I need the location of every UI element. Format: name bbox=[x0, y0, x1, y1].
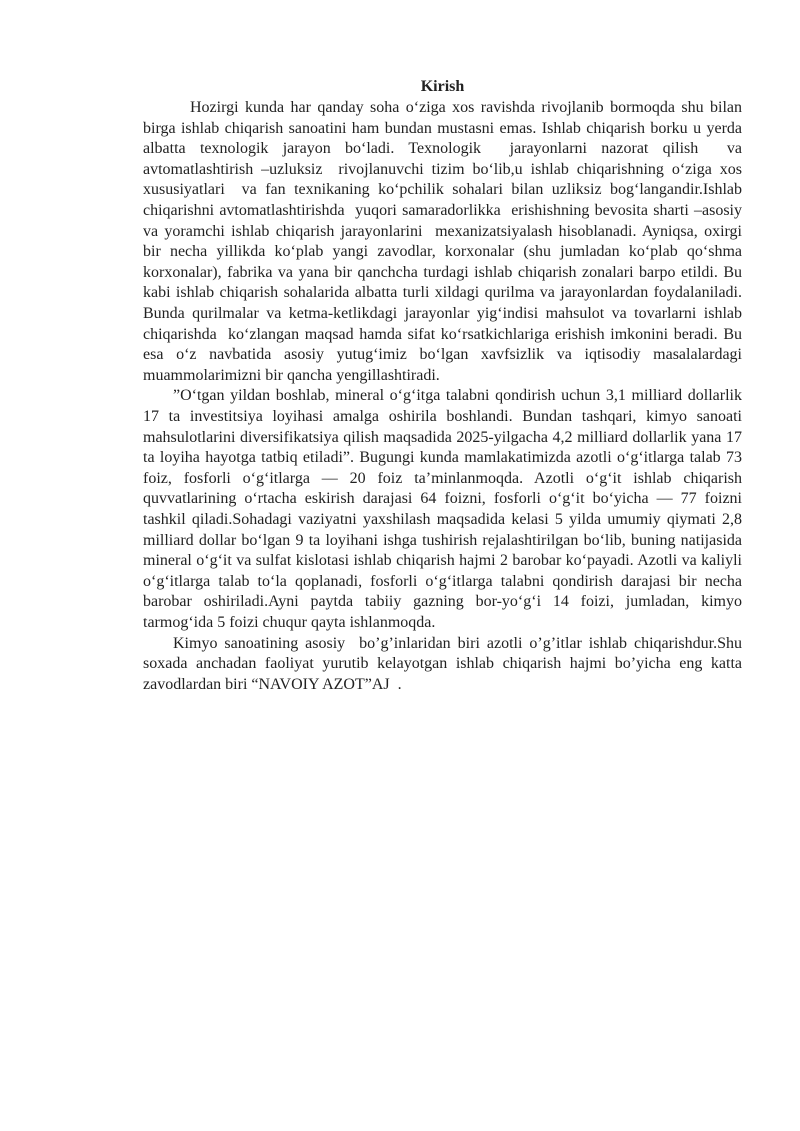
paragraph-navoiy-azot: Kimyo sanoatining asosiy bo’g’inlaridan biri azotli o’g’itlar ishlab chiqarishdur.Shu soxada anchadan faoliyat yurutib kelayotgan ishlab chiqarish hajmi bo’yicha eng katta zavodlardan biri “NAVOIY AZOT”AJ . bbox=[143, 634, 746, 693]
paragraph-introduction: Hozirgi kunda har qanday soha o‘ziga xos ravishda rivojlanib bormoqda shu bilan birga ishlab chiqarish sanoatini ham bundan mustasni emas. Ishlab chiqarish borku u yerda albatta texnologik jarayon bo‘ladi. Texnologik jarayonlarni nazorat qilish va avtomatlashtirish –uzluksiz rivojlanuvchi tizim bo‘lib,u ishlab chiqarishning o‘ziga xos xususiyatlari va fan texnikaning ko‘pchilik sohalari bilan uzliksiz bog‘langandir.Ishlab chiqarishni avtomatlashtirishda yuqori samaradorlikka erishishning bevosita sharti –asosiy va yoramchi ishlab chiqarish jarayonlarini mexanizatsiyalash hisoblanadi. Ayniqsa, oxirgi bir necha yillikda ko‘plab yangi zavodlar, korxonalar (shu jumladan ko‘plab qo‘shma korxonalar), fabrika va yana bir qanchcha turdagi ishlab chiqarish zonalari barpo etildi. Bu kabi ishlab chiqarish sohalarida albatta turli xildagi qurilma va jarayonlardan foydalaniladi. Bunda qurilmalar va ketma-ketlikdagi jarayonlar yig‘indisi mahsulot va tovarlarni ishlab chiqarishda ko‘zlangan maqsad hamda sifat ko‘rsatkichlariga erishish imkonini beradi. Bu esa o‘z navbatida asosiy yutug‘imiz bo‘lgan xavfsizlik va iqtisodiy masalalardagi muammolarimizni bir qancha yengillashtiradi. bbox=[143, 99, 750, 384]
paragraph-fertilizer-investment: ”O‘tgan yildan boshlab, mineral o‘g‘itga talabni qondirish uchun 3,1 milliard dollarlik 17 ta investitsiya loyihasi amalga oshirila boshlandi. Bundan tashqari, kimyo sanoati mahsulotlarini diversifikatsiya qilish maqsadida 2025-yilgacha 4,2 milliard dollarlik yana 17 ta loyiha hayotga tatbiq etiladi”. Bugungi kunda mamlakatimizda azotli o‘g‘itlarga talab 73 foiz, fosforli o‘g‘itlarga — 20 foiz ta’minlanmoqda. Azotli o‘g‘it ishlab chiqarish quvvatlarining o‘rtacha eskirish darajasi 64 foizni, fosforli o‘g‘it bo‘yicha — 77 foizni tashkil qiladi.Sohadagi vaziyatni yaxshilash maqsadida kelasi 5 yilda umumiy qiymati 2,8 milliard dollar bo‘lgan 9 ta loyihani ishga tushirish rejalashtirilgan bo‘lib, buning natijasida mineral o‘g‘it va sulfat kislotasi ishlab chiqarish hajmi 2 barobar ko‘payadi. Azotli va kaliyli o‘g‘itlarga talab to‘la qoplanadi, fosforli o‘g‘itlarga talabni qondirish darajasi bir necha barobar oshiriladi.Ayni paytda tabiiy gazning bor-yo‘g‘i 14 foizi, jumladan, kimyo tarmog‘ida 5 foizi chuqur qayta ishlanmoqda. bbox=[143, 387, 746, 631]
document-body bbox=[143, 77, 750, 695]
document-title: Kirish bbox=[420, 78, 465, 95]
